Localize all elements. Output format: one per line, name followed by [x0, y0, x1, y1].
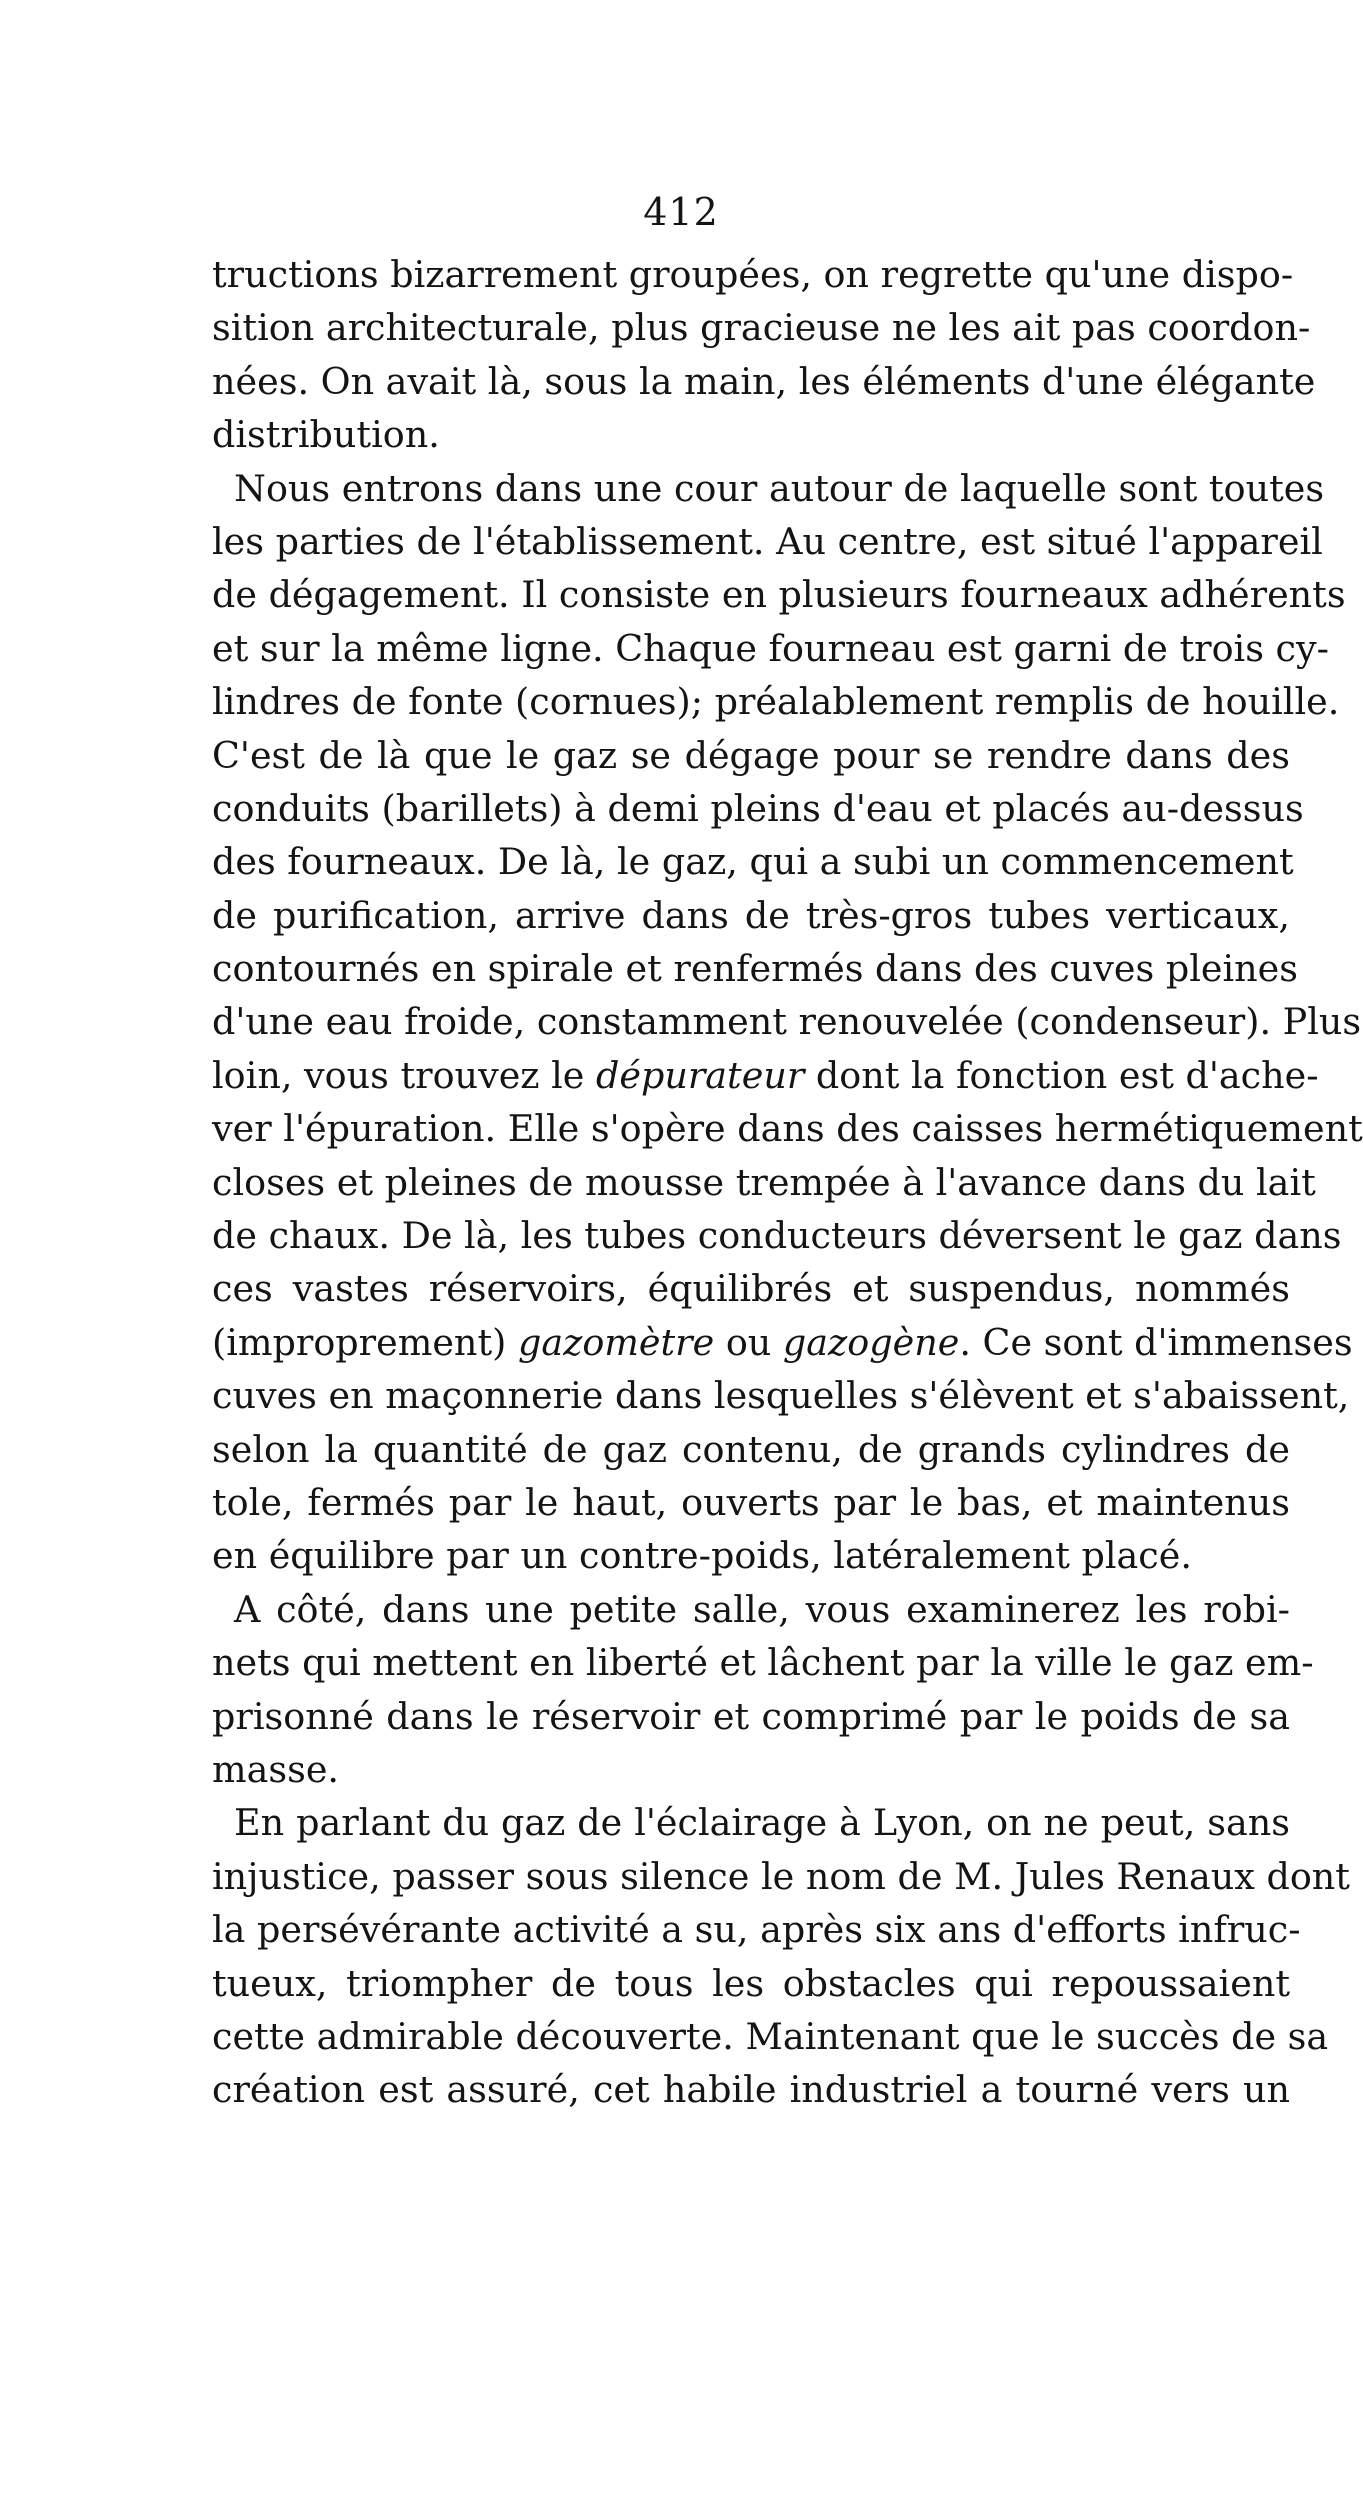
- text-run: dont la fonction est d'ache-: [804, 1053, 1319, 1097]
- text-line: contournés en spirale et renfermés dans des cuves pleines: [212, 947, 1298, 991]
- text-line: lindres de fonte (cornues); préalablement remplis de houille.: [212, 680, 1340, 724]
- text-line: ces vastes réservoirs, équilibrés et suspendus, nommés: [212, 1267, 1290, 1311]
- text-line: la persévérante activité a su, après six ans d'efforts infruc-: [212, 1908, 1301, 1952]
- text-line: injustice, passer sous silence le nom de M. Jules Renaux dont: [212, 1854, 1350, 1898]
- text-run: ou: [714, 1320, 783, 1364]
- body-text: [212, 248, 1363, 2117]
- text-line: C'est de là que le gaz se dégage pour se rendre dans des: [212, 733, 1290, 777]
- text-line: d'une eau froide, constamment renouvelée (condenseur). Plus: [212, 1000, 1362, 1044]
- text-line: Nous entrons dans une cour autour de laquelle sont toutes: [234, 466, 1325, 510]
- text-line: création est assuré, cet habile industriel a tourné vers un: [212, 2068, 1290, 2112]
- text-line: nets qui mettent en liberté et lâchent par la ville le gaz em-: [212, 1641, 1314, 1685]
- text-line: ver l'épuration. Elle s'opère dans des caisses hermétiquement: [212, 1107, 1363, 1151]
- text-line: En parlant du gaz de l'éclairage à Lyon, on ne peut, sans: [234, 1801, 1290, 1845]
- text-line: de dégagement. Il consiste en plusieurs fourneaux adhérents: [212, 573, 1346, 617]
- text-line: selon la quantité de gaz contenu, de grands cylindres de: [212, 1427, 1290, 1471]
- text-line: cuves en maçonnerie dans lesquelles s'élèvent et s'abaissent,: [212, 1374, 1350, 1418]
- text-line: closes et pleines de mousse trempée à l'avance dans du lait: [212, 1160, 1316, 1204]
- text-run: (improprement): [212, 1320, 518, 1364]
- page-number: 412: [643, 190, 719, 234]
- text-line: sition architecturale, plus gracieuse ne les ait pas coordon-: [212, 306, 1311, 350]
- text-line: nées. On avait là, sous la main, les éléments d'une élégante: [212, 359, 1316, 403]
- text-line: prisonné dans le réservoir et comprimé par le poids de sa: [212, 1694, 1290, 1738]
- text-line: cette admirable découverte. Maintenant que le succès de sa: [212, 2014, 1329, 2058]
- text-line: tructions bizarrement groupées, on regrette qu'une dispo-: [212, 253, 1294, 296]
- text-line: tueux, triompher de tous les obstacles qui repoussaient: [212, 1961, 1290, 2005]
- paragraph: [212, 248, 1316, 462]
- italic-term: dépurateur: [596, 1053, 805, 1097]
- paragraph: [212, 1583, 1314, 1797]
- text-run: . Ce sont d'immenses: [959, 1320, 1353, 1364]
- text-line: des fourneaux. De là, le gaz, qui a subi un commencement: [212, 840, 1294, 884]
- italic-term: gazogène: [782, 1320, 960, 1364]
- text-line: tole, fermés par le haut, ouverts par le bas, et maintenus: [212, 1480, 1290, 1524]
- text-line: [212, 1316, 1353, 1369]
- text-run: loin, vous trouvez le: [212, 1053, 596, 1097]
- text-line: masse.: [212, 1747, 340, 1791]
- text-line: distribution.: [212, 413, 440, 457]
- text-line: de purification, arrive dans de très-gros tubes verticaux,: [212, 893, 1290, 937]
- text-line: les parties de l'établissement. Au centre, est situé l'appareil: [212, 519, 1323, 563]
- text-line: A côté, dans une petite salle, vous examinerez les robi-: [234, 1587, 1290, 1631]
- text-line: de chaux. De là, les tubes conducteurs déversent le gaz dans: [212, 1214, 1342, 1258]
- paragraph: [212, 462, 1363, 1583]
- text-line: et sur la même ligne. Chaque fourneau est garni de trois cy-: [212, 626, 1329, 670]
- paragraph: [212, 1796, 1350, 2116]
- text-line: conduits (barillets) à demi pleins d'eau et placés au-dessus: [212, 786, 1304, 830]
- text-line: [212, 1049, 1319, 1102]
- text-line: en équilibre par un contre-poids, latéralement placé.: [212, 1534, 1192, 1578]
- italic-term: gazomètre: [517, 1320, 715, 1364]
